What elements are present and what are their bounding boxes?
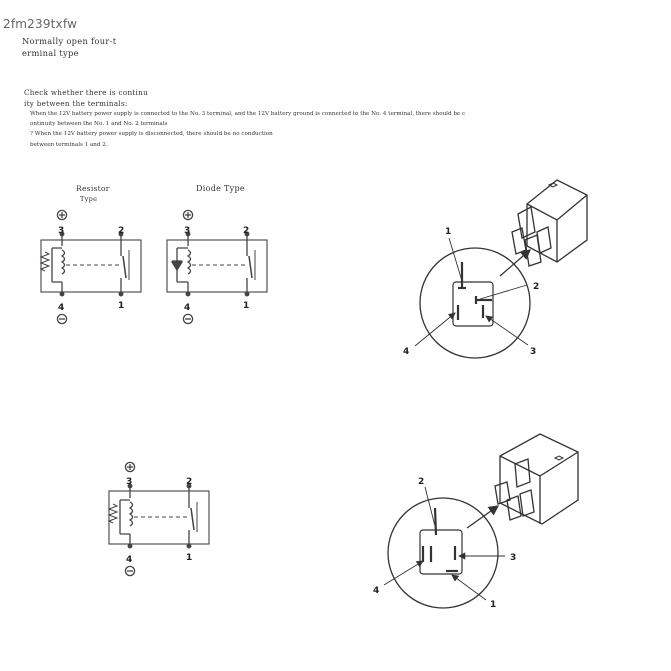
resistor-type-label: Resistor bbox=[76, 184, 110, 193]
terminal-2-label: 2 bbox=[243, 226, 250, 236]
check-line-6: between terminals 1 and 2. bbox=[30, 142, 108, 148]
heading-line-2: erminal type bbox=[22, 48, 79, 58]
terminal-2-label: 2 bbox=[186, 477, 193, 487]
plus-sign-icon bbox=[57, 210, 66, 219]
resistor-type-schematic-2 bbox=[109, 462, 209, 575]
terminal-3-label: 3 bbox=[58, 226, 65, 236]
terminal-3-label: 3 bbox=[184, 226, 191, 236]
plus-sign-icon bbox=[183, 210, 192, 219]
terminal-2-label: 2 bbox=[418, 477, 425, 487]
relay-pinout-top bbox=[415, 180, 587, 358]
terminal-3-label: 3 bbox=[510, 553, 517, 563]
terminal-3-label: 3 bbox=[126, 477, 133, 487]
relay-body-icon bbox=[512, 180, 587, 266]
check-line-4: ontinuity between the No. 1 and No. 2 terminals bbox=[30, 121, 168, 127]
terminal-1-label: 1 bbox=[445, 227, 452, 237]
check-line-2: ity between the terminals: bbox=[24, 99, 128, 108]
terminal-3-label: 3 bbox=[530, 347, 537, 357]
terminal-2-label: 2 bbox=[118, 226, 125, 236]
diode-icon bbox=[172, 261, 182, 270]
minus-sign-icon bbox=[57, 314, 66, 323]
terminal-4-label: 4 bbox=[373, 586, 380, 596]
minus-sign-icon bbox=[183, 314, 192, 323]
terminal-4-label: 4 bbox=[184, 303, 191, 313]
minus-sign-icon bbox=[125, 566, 134, 575]
relay-pinout-bottom bbox=[384, 434, 578, 608]
terminal-1-label: 1 bbox=[243, 301, 250, 311]
resistor-type-label-2: Type bbox=[80, 195, 98, 203]
plus-sign-icon bbox=[125, 462, 134, 471]
heading-line-1: Normally open four-t bbox=[22, 36, 117, 46]
check-line-5: ? When the 12V battery power supply is disconnected, there should be no conduction bbox=[30, 131, 273, 137]
terminal-1-label: 1 bbox=[118, 301, 125, 311]
terminal-2-label: 2 bbox=[533, 282, 540, 292]
terminal-1-label: 1 bbox=[490, 600, 497, 610]
diode-type-schematic bbox=[167, 210, 267, 323]
terminal-4-label: 4 bbox=[58, 303, 65, 313]
check-line-1: Check whether there is continu bbox=[24, 88, 149, 97]
relay-body-icon bbox=[495, 434, 578, 524]
diode-type-label: Diode Type bbox=[196, 184, 245, 193]
terminal-4-label: 4 bbox=[403, 347, 410, 357]
check-line-3: When the 12V battery power supply is connected to the No. 3 terminal, and the 12V battery ground is connected to the No. 4 terminal, there should be c bbox=[30, 111, 466, 117]
watermark: 2fm239txfw bbox=[3, 17, 78, 31]
terminal-4-label: 4 bbox=[126, 555, 133, 565]
terminal-1-label: 1 bbox=[186, 553, 193, 563]
resistor-type-schematic bbox=[41, 210, 141, 323]
